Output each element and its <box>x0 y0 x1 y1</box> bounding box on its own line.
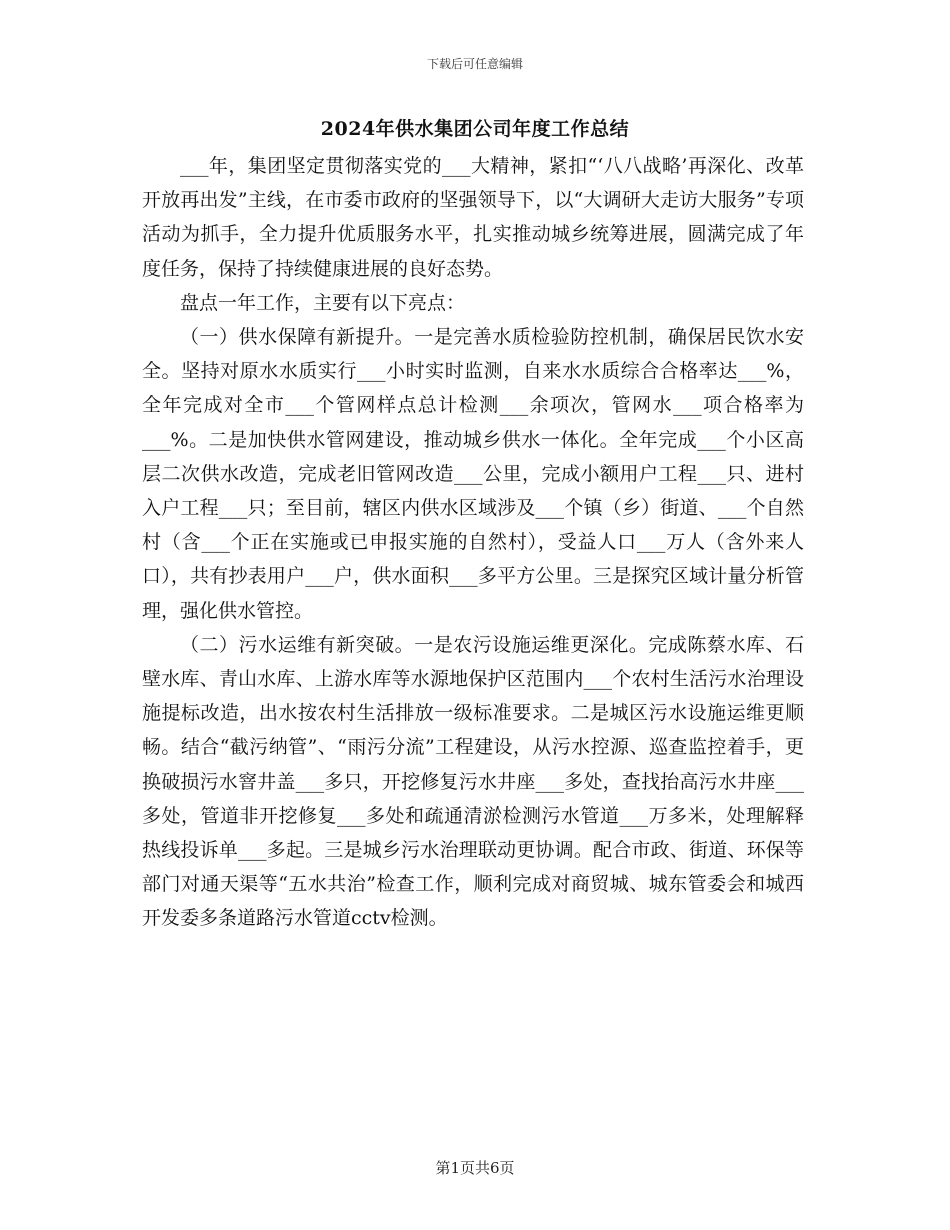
paragraph-intro: ___年，集团坚定贯彻落实党的___大精神，紧扣“‘八八战略’再深化、改革开放再出发”主线，在市委市政府的坚强领导下，以“大调研大走访大服务”专项活动为抓手，全力提升优质服务水平，扎实推动城乡统筹进展，圆满完成了年度任务，保持了持续健康进展的良好态势。 <box>142 155 804 280</box>
paragraph-sewage: （二）污水运维有新突破。一是农污设施运维更深化。完成陈蔡水库、石壁水库、青山水库、上游水库等水源地保护区范围内___个农村生活污水治理设施提标改造，出水按农村生活排放一级标准要求。二是城区污水设施运维更顺畅。结合“截污纳管”、“雨污分流”工程建设，从污水控源、巡查监控着手，更换破损污水窨井盖___多只，开挖修复污水井座___多处，查找抬高污水井座___多处，管道非开挖修复___多处和疏通清淤检测污水管道___万多米，处理解释热线投诉单___多起。三是城乡污水治理联动更协调。配合市政、街道、环保等部门对通天渠等“五水共治”检查工作，顺利完成对商贸城、城东管委会和城西开发委多条道路污水管道cctv检测。 <box>142 633 804 930</box>
document-body <box>142 149 804 936</box>
paragraph-water-supply: （一）供水保障有新提升。一是完善水质检验防控机制，确保居民饮水安全。坚持对原水水质实行___小时实时监测，自来水水质综合合格率达___%，全年完成对全市___个管网样点总计检测___余项次，管网水___项合格率为___%。二是加快供水管网建设，推动城乡供水一体化。全年完成___个小区高层二次供水改造，完成老旧管网改造___公里，完成小额用户工程___只、进村入户工程___只；至目前，辖区内供水区域涉及___个镇（乡）街道、___个自然村（含___个正在实施或已申报实施的自然村），受益人口___万人（含外来人口），共有抄表用户___户，供水面积___多平方公里。三是探究区域计量分析管理，强化供水管控。 <box>142 326 804 622</box>
page-number: 第1页共6页 <box>435 1159 515 1177</box>
paragraph-highlights: 盘点一年工作，主要有以下亮点： <box>180 291 466 314</box>
document-title: 2024年供水集团公司年度工作总结 <box>320 118 630 140</box>
header-note: 下载后可任意编辑 <box>426 57 523 71</box>
